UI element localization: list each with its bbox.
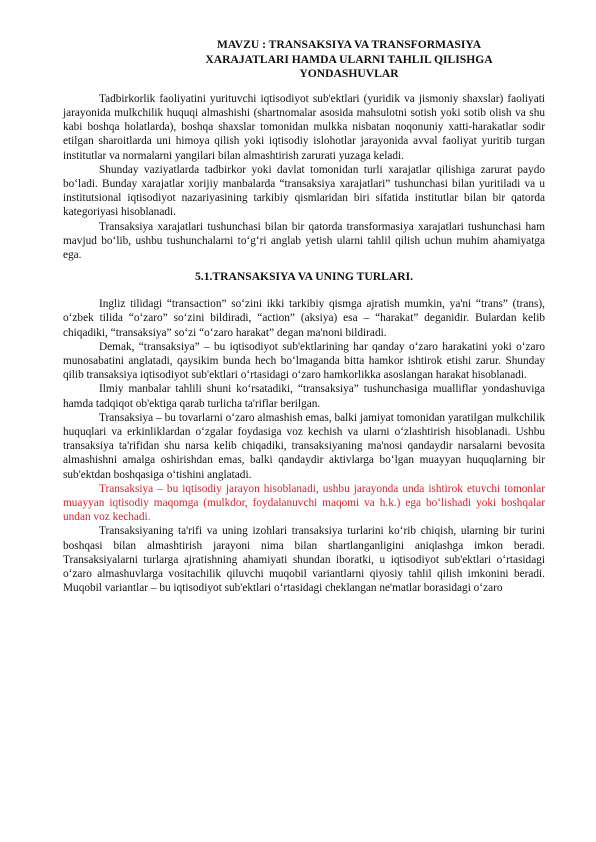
body-paragraph: Demak, “transaksiya” – bu iqtisodiyot sub'ektlarining har qanday o‘zaro harakatini yoki o‘zaro munosabatini anglatadi, qaysikim bunda hech bo‘lmaganda bitta hamkor ishtirok etishi zarur. Shunday qilib transaksiya iqtisodiyot sub'ektlari o‘rtasidagi o‘zaro hamkorlikka asoslangan harakat hisoblanadi. bbox=[63, 340, 545, 382]
body-paragraph: Transaksiya xarajatlari tushunchasi bilan bir qatorda transformasiya xarajatlari tushunchasi ham mavjud bo‘lib, ushbu tushunchalarni to‘g‘ri anglab yetish ularni tahlil qilish uchun muhim ahamiyatga ega. bbox=[63, 220, 545, 262]
body-paragraph: Shunday vaziyatlarda tadbirkor yoki davlat tomonidan turli xarajatlar qilishiga zarurat paydo bo‘ladi. Bunday xarajatlar xorijiy manbalarda “transaksiya xarajatlari” tushunchasi bilan yuritiladi va u institutsional iqtisodiyot nazariyasining tarkibiy qismlaridan biri sifatida institutlar bilan bir qatorda kategoriyasi hisoblanadi. bbox=[63, 163, 545, 219]
document-title bbox=[153, 38, 545, 82]
highlighted-paragraph: Transaksiya – bu iqtisodiy jarayon hisoblanadi, ushbu jarayonda unda ishtirok etuvchi tomonlar muayyan iqtisodiy maqomga (mulkdor, foydalanuvchi maqomi va h.k.) ega bo‘lishadi yoki boshqalar undan voz kechadi. bbox=[63, 482, 545, 524]
body-paragraph: Tadbirkorlik faoliyatini yurituvchi iqtisodiyot sub'ektlari (yuridik va jismoniy shaxslar) faoliyati jarayonida mulkchilik huquqi almashishi (shartnomalar asosida mahsulotni sotish yoki sotib olish va shu kabi boshqa holatlarda), boshqa shaxslar tomonidan mulkka nisbatan noqonuniy xatti-harakatlar sodir etilgan sharoitlarda uni himoya qilish yoki iqtisodiy islohotlar jarayonida avval faoliyat yuritib turgan institutlar va normalarni yangilari bilan almashtirish zarurati yuzaga keladi. bbox=[63, 92, 545, 162]
title-line: MAVZU : TRANSAKSIYA VA TRANSFORMASIYA bbox=[216, 38, 482, 51]
title-line: YONDASHUVLAR bbox=[299, 67, 399, 81]
body-paragraph: Ilmiy manbalar tahlili shuni ko‘rsatadiki, “transaksiya” tushunchasiga mualliflar yondashuviga hamda tadqiqot ob'ektiga qarab turlicha ta'riflar berilgan. bbox=[63, 383, 545, 410]
body-paragraph: Transaksiyaning ta'rifi va uning izohlari transaksiya turlarini ko‘rib chiqish, ularning bir turini boshqasi bilan almashtirish jarayoni nima bilan shartlanganligini aniqlashga imkon beradi. Transaksiyalarni turlarga ajratishning ahamiyati shundan iboratki, u iqtisodiyot sub'ektlari o‘rtasidagi o‘zaro almashuvlarga vositachilik qiluvchi muqobil variantlarni qiyosiy tahlil qilish imkonini beradi. Muqobil variantlar – bu iqtisodiyot sub'ektlari o‘rtasidagi cheklangan ne'matlar borasidagi o‘zaro bbox=[63, 525, 545, 595]
section-heading: 5.1.TRANSAKSIYA VA UNING TURLARI. bbox=[195, 270, 413, 284]
body-paragraph: Transaksiya – bu tovarlarni o‘zaro almashish emas, balki jamiyat tomonidan yaratilgan mulkchilik huquqlari va erkinliklardan o‘zgalar foydasiga voz kechish va ularni o‘zlashtirish hisoblanadi. Ushbu transaksiya ta'rifidan shu narsa kelib chiqadiki, transaksiyaning ma'nosi qandaydir narsalarni bevosita almashishni amalga oshirishdan emas, balki qandaydir aktivlarga bo‘lgan muayyan huquqlarning bir sub'ektdan boshqasiga o‘tishini anglatadi. bbox=[63, 411, 545, 481]
document-body bbox=[63, 92, 545, 596]
title-line: XARAJATLARI HAMDA ULARNI TAHLIL QILISHGA bbox=[205, 52, 493, 66]
body-paragraph: Ingliz tilidagi “transaction” so‘zini ikki tarkibiy qismga ajratish mumkin, ya'ni “trans” (trans), o‘zbek tilida “o‘zaro” so‘zini bildiradi, “action” (aksiya) esa – “harakat” deganidir. Bulardan kelib chiqadiki, “transaksiya” so‘zi “o‘zaro harakat” degan ma'noni bildiradi. bbox=[63, 298, 545, 339]
